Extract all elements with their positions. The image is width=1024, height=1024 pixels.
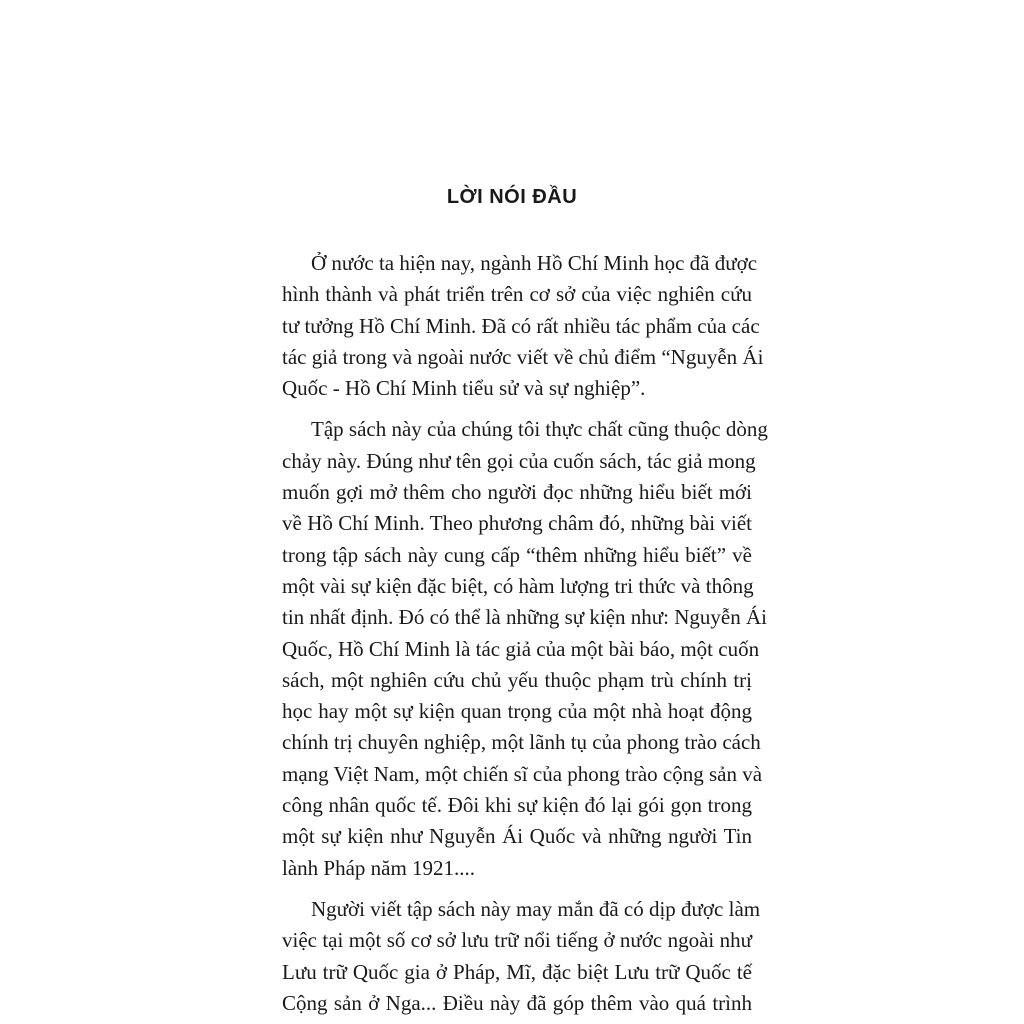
text-line: muốn gợi mở thêm cho người đọc những hiểu biết mới (282, 480, 752, 505)
paragraph-gap (282, 884, 752, 894)
text-line: việc tại một số cơ sở lưu trữ nổi tiếng ở nước ngoài như (282, 928, 752, 953)
text-line: Tập sách này của chúng tôi thực chất cũng thuộc dòng (311, 417, 768, 442)
body-text (282, 248, 768, 1019)
text-line: tư tưởng Hồ Chí Minh. Đã có rất nhiều tác phẩm của các (282, 313, 760, 338)
text-line: học hay một sự kiện quan trọng của một nhà hoạt động (282, 699, 752, 724)
text-line: Ở nước ta hiện nay, ngành Hồ Chí Minh học đã được (311, 251, 758, 275)
text-line: trong tập sách này cung cấp “thêm những hiểu biết” về (282, 542, 752, 567)
text-line: Quốc, Hồ Chí Minh là tác giả của một bài báo, một cuốn (282, 636, 760, 661)
text-line: Quốc - Hồ Chí Minh tiểu sử và sự nghiệp”. (282, 376, 646, 401)
text-line: mạng Việt Nam, một chiến sĩ của phong trào cộng sản và (282, 761, 763, 786)
text-line: chảy này. Đúng như tên gọi của cuốn sách, tác giả mong (282, 448, 756, 473)
text-line: Cộng sản ở Nga... Điều này đã góp thêm vào quá trình (282, 990, 752, 1015)
text-line: tác giả trong và ngoài nước viết về chủ điểm “Nguyễn Ái (282, 344, 764, 369)
text-line: một vài sự kiện đặc biệt, có hàm lượng tri thức và thông (282, 573, 754, 598)
text-line: về Hồ Chí Minh. Theo phương châm đó, những bài viết (282, 511, 752, 536)
text-line: công nhân quốc tế. Đôi khi sự kiện đó lại gói gọn trong (282, 793, 752, 818)
paragraph-1 (282, 248, 764, 404)
text-line: tin nhất định. Đó có thể là những sự kiện như: Nguyễn Ái (282, 605, 767, 630)
text-line: hình thành và phát triển trên cơ sở của việc nghiên cứu (282, 282, 752, 307)
text-line: Lưu trữ Quốc gia ở Pháp, Mĩ, đặc biệt Lưu trữ Quốc tế (282, 959, 752, 984)
text-line: Người viết tập sách này may mắn đã có dịp được làm (311, 896, 761, 921)
text-line: lành Pháp năm 1921.... (282, 855, 476, 880)
page-title: LỜI NÓI ĐẦU (446, 186, 578, 208)
paragraph-2 (282, 414, 768, 883)
text-line: một sự kiện như Nguyễn Ái Quốc và những người Tin (282, 824, 752, 849)
paragraph-gap (282, 404, 752, 414)
paragraph-3 (282, 894, 761, 1019)
text-line: sách, một nghiên cứu chủ yếu thuộc phạm trù chính trị (282, 667, 752, 692)
text-line: chính trị chuyên nghiệp, một lãnh tụ của phong trào cách (282, 730, 761, 755)
